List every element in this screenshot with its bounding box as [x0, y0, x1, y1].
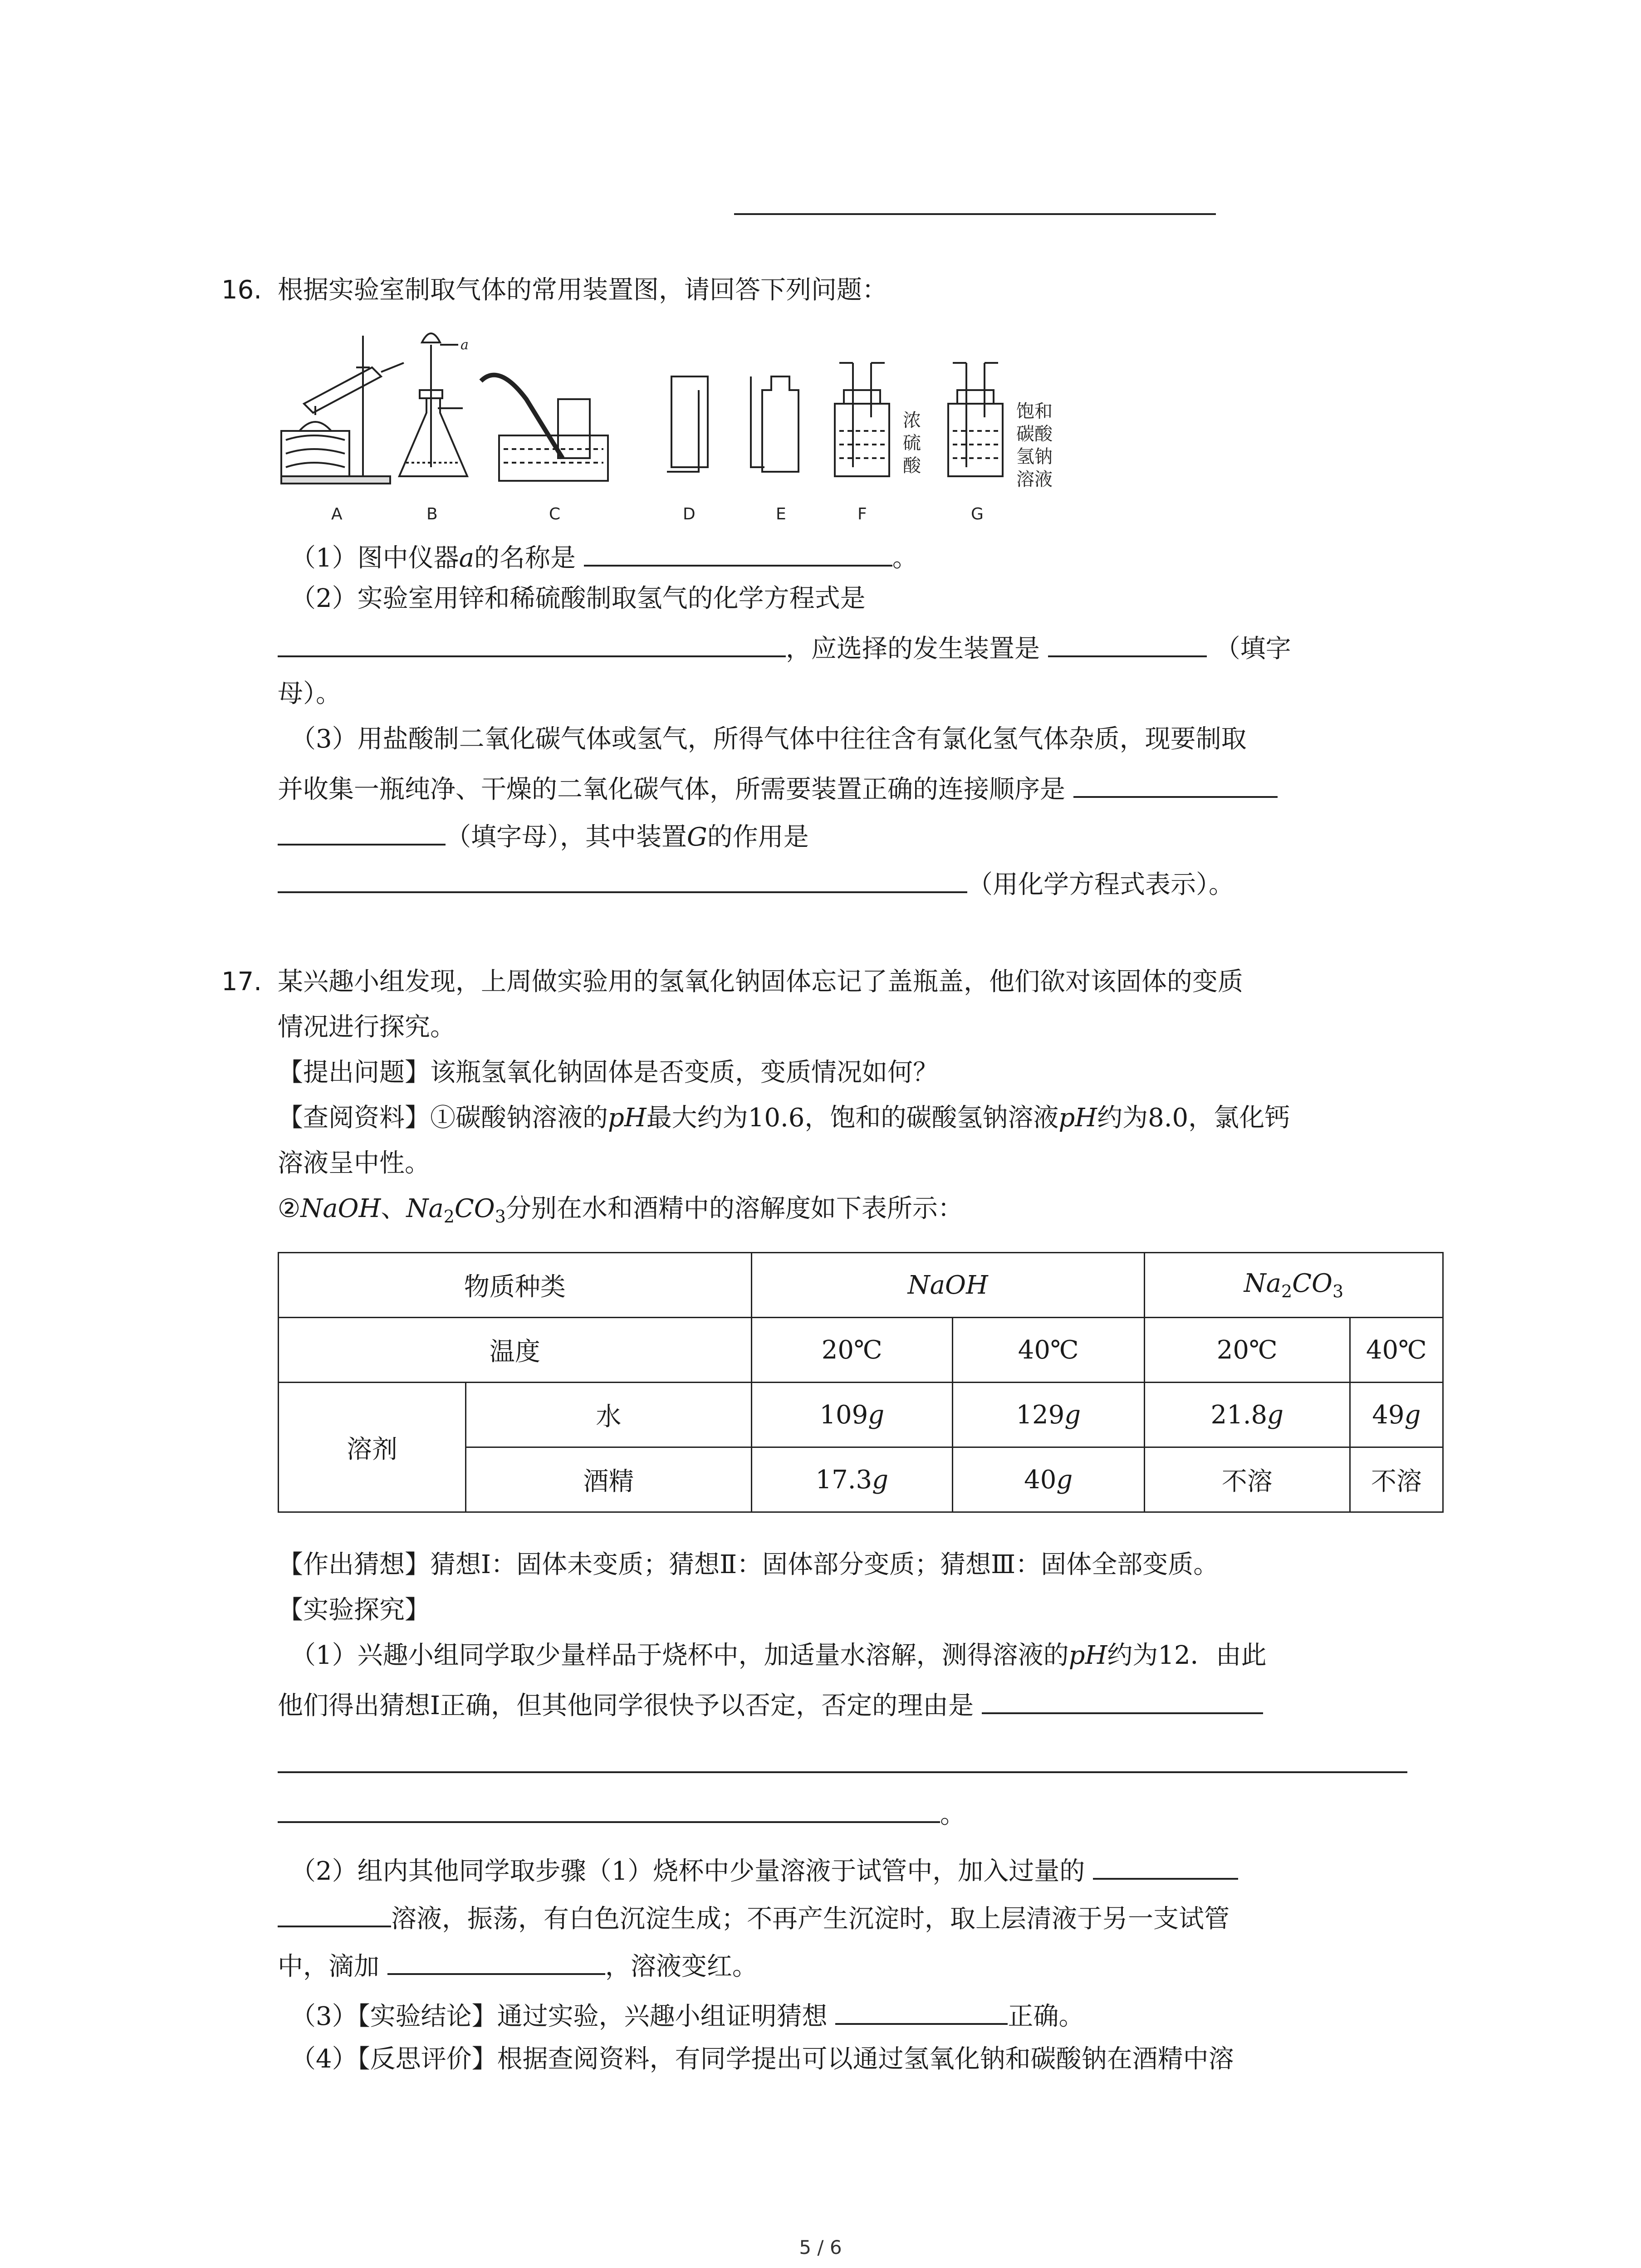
q17-e1-line3 [278, 1744, 1407, 1783]
q17-stem-line2: 情况进行探究。 [278, 1012, 456, 1042]
page-number: 5 / 6 [799, 2236, 842, 2258]
q17-ref-line1: 【查阅资料】①碳酸钠溶液的pH最大约为10.6，饱和的碳酸氢钠溶液pH约为8.0，氯化钙 [278, 1103, 1290, 1133]
blank-reagent-1[interactable] [1093, 1851, 1238, 1880]
q16-part2-line2: ，应选择的发生装置是 （填字 [278, 628, 1291, 667]
apparatus-d [667, 376, 708, 523]
q16-part2-line1: （2）实验室用锌和稀硫酸制取氢气的化学方程式是 [290, 584, 866, 613]
solubility-table [278, 1252, 1444, 1513]
q17-e3: （3）【实验结论】通过实验，兴趣小组证明猜想 正确。 [290, 1996, 1084, 2035]
q16-number: 16. [221, 275, 262, 305]
cell-alcohol-na2co3-40: 不溶 [1350, 1447, 1443, 1512]
label-C: C [549, 505, 561, 523]
q16-part3-line2: 并收集一瓶纯净、干燥的二氧化碳气体，所需要装置正确的连接顺序是 [278, 769, 1278, 808]
label-E: E [776, 505, 786, 523]
q17-number: 17. [221, 967, 262, 997]
blank-instrument-name[interactable] [584, 538, 892, 567]
answer-line-top [734, 213, 1216, 215]
label-D: D [683, 505, 696, 523]
q17-ref-line2: 溶液呈中性。 [278, 1149, 430, 1178]
cell-water-na2co3-20: 21.8g [1144, 1383, 1350, 1447]
g-label-2: 碳酸 [1016, 424, 1053, 445]
q17-ask: 【提出问题】该瓶氢氧化钠固体是否变质，变质情况如何？ [278, 1058, 938, 1087]
q17-stem-line1: 某兴趣小组发现，上周做实验用的氢氧化钠固体忘记了盖瓶盖，他们欲对该固体的变质 [278, 967, 1243, 997]
g-label-4: 溶液 [1016, 469, 1053, 490]
q17-e1-line4: 。 [278, 1794, 965, 1833]
cell-alcohol-naoh-20: 17.3g [751, 1447, 952, 1512]
label-G: G [971, 505, 984, 523]
blank-indicator[interactable] [387, 1946, 605, 1975]
q16-stem: 根据实验室制取气体的常用装置图，请回答下列问题： [278, 275, 887, 305]
apparatus-c [481, 375, 608, 523]
blank-connection-order-2[interactable] [278, 816, 446, 846]
blank-g-function-equation[interactable] [278, 864, 967, 893]
label-B: B [426, 505, 438, 523]
cell-temp-3: 20℃ [1144, 1318, 1350, 1383]
q16-part3-line1: （3）用盐酸制二氧化碳气体或氢气，所得气体中往往含有氯化氢气体杂质，现要制取 [290, 724, 1247, 754]
q16-part1: （1）图中仪器a的名称是 。 [290, 538, 918, 577]
q17-e4: （4）【反思评价】根据查阅资料，有同学提出可以通过氢氧化钠和碳酸钠在酒精中溶 [290, 2044, 1234, 2074]
f-label-3: 酸 [903, 455, 921, 476]
q17-e2-line3: 中，滴加 ，溶液变红。 [278, 1946, 758, 1985]
blank-reason-1[interactable] [982, 1685, 1263, 1714]
apparatus-g [948, 363, 1003, 523]
cell-temp-1: 20℃ [751, 1318, 952, 1383]
blank-generator-device[interactable] [1048, 628, 1207, 657]
cell-water-na2co3-40: 49g [1350, 1383, 1443, 1447]
q17-e2-line1: （2）组内其他同学取步骤（1）烧杯中少量溶液于试管中，加入过量的 [290, 1851, 1238, 1890]
q17-explore: 【实验探究】 [278, 1595, 430, 1625]
q17-e1-line1: （1）兴趣小组同学取少量样品于烧杯中，加适量水溶解，测得溶液的pH约为12．由此 [290, 1641, 1267, 1670]
cell-solvent-header: 溶剂 [279, 1383, 466, 1512]
q17-e1-line2: 他们得出猜想Ⅰ正确，但其他同学很快予以否定，否定的理由是 [278, 1685, 1263, 1724]
q17-ref-line3: ②NaOH、$Na_2CO_3$分别在水和酒精中的溶解度如下表所示： [278, 1194, 963, 1227]
cell-alcohol-na2co3-20: 不溶 [1144, 1447, 1350, 1512]
lab-apparatus-figure [272, 318, 1071, 535]
q16-part3-line4: （用化学方程式表示）。 [278, 864, 1234, 903]
blank-reason-3[interactable] [278, 1794, 940, 1823]
label-A: A [331, 505, 343, 523]
cell-water-naoh-40: 129g [952, 1383, 1144, 1447]
q16-part3-line3: （填字母），其中装置G的作用是 [278, 816, 809, 855]
cell-water: 水 [466, 1383, 752, 1447]
blank-connection-order-1[interactable] [1073, 769, 1278, 798]
apparatus-a [281, 336, 404, 523]
g-label-3: 氢钠 [1016, 446, 1053, 467]
blank-reason-2[interactable] [278, 1744, 1407, 1773]
cell-na2co3-header: $Na_2CO_3$ [1144, 1253, 1443, 1318]
apparatus-e [751, 376, 798, 523]
blank-hydrogen-equation[interactable] [278, 628, 786, 657]
cell-temp-header: 温度 [279, 1318, 752, 1383]
cell-kind-header: 物质种类 [279, 1253, 752, 1318]
f-label-1: 浓 [903, 410, 921, 431]
blank-conclusion[interactable] [835, 1996, 1008, 2025]
cell-naoh-header: NaOH [751, 1253, 1144, 1318]
f-label-2: 硫 [903, 433, 921, 454]
cell-alcohol: 酒精 [466, 1447, 752, 1512]
label-a: a [460, 337, 469, 353]
cell-temp-4: 40℃ [1350, 1318, 1443, 1383]
g-label-1: 饱和 [1016, 401, 1053, 422]
q17-e2-line2: 溶液，振荡，有白色沉淀生成；不再产生沉淀时，取上层清液于另一支试管 [278, 1898, 1230, 1937]
q16-part2-line3: 母）。 [278, 679, 341, 709]
cell-water-naoh-20: 109g [751, 1383, 952, 1447]
blank-reagent-2[interactable] [278, 1898, 391, 1927]
cell-alcohol-naoh-40: 40g [952, 1447, 1144, 1512]
apparatus-f [835, 363, 889, 523]
q17-guess: 【作出猜想】猜想Ⅰ：固体未变质；猜想Ⅱ：固体部分变质；猜想Ⅲ：固体全部变质。 [278, 1550, 1219, 1579]
cell-temp-2: 40℃ [952, 1318, 1144, 1383]
label-F: F [857, 505, 867, 523]
apparatus-b [399, 333, 469, 523]
